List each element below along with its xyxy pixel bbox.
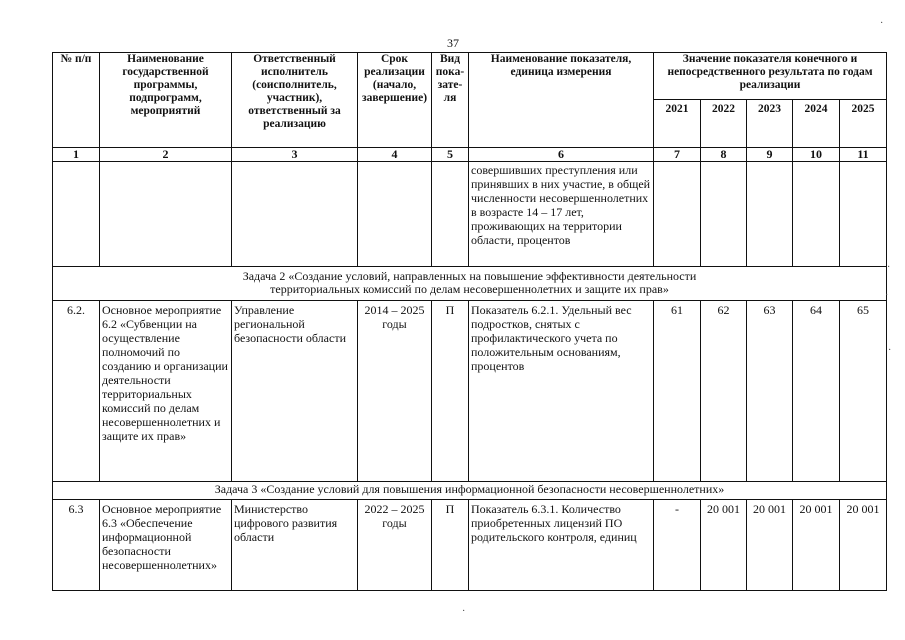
row-6-2-executor: Управление региональной безопасности области — [232, 301, 358, 482]
row-6-2-indicator: Показатель 6.2.1. Удельный вес подростков, снятых с профилактического учета по положительным основаниям, процентов — [469, 301, 654, 482]
row-6-2-value-2021: 61 — [654, 301, 701, 482]
scan-speck: · — [880, 18, 884, 29]
continuation-indicator: совершивших преступления или принявших в них участие, в общей численности несовершеннолетних в возрасте 14 – 17 лет, проживающих на территории области, процентов — [469, 162, 654, 267]
task-2-heading: Задача 2 «Создание условий, направленных на повышение эффективности деятельности территориальных комиссий по делам несовершеннолетних и защите их прав» — [53, 267, 887, 301]
column-number: 11 — [840, 148, 887, 162]
row-6-2-name: Основное мероприятие 6.2 «Субвенции на осуществление полномочий по созданию и организации деятельности территориальных комиссий по делам несовершеннолетних и защите их прав» — [100, 301, 232, 482]
task-3-heading: Задача 3 «Создание условий для повышения информационной безопасности несовершеннолетних» — [53, 482, 887, 500]
scan-speck: · — [462, 606, 466, 617]
row-6-3-value-2022: 20 001 — [701, 500, 747, 591]
page-number: 37 — [447, 36, 459, 50]
row-6-3-indicator: Показатель 6.3.1. Количество приобретенных лицензий ПО родительского контроля, единиц — [469, 500, 654, 591]
table-row — [53, 301, 887, 482]
year-2022: 2022 — [701, 100, 747, 148]
row-6-2-value-2023: 63 — [747, 301, 793, 482]
row-6-2-value-2024: 64 — [793, 301, 840, 482]
column-numbers-row — [53, 148, 887, 162]
year-2021: 2021 — [654, 100, 701, 148]
task-2-row — [53, 267, 887, 301]
column-number: 1 — [53, 148, 100, 162]
scan-speck: · — [887, 262, 891, 273]
row-6-2-num: 6.2. — [53, 301, 100, 482]
row-6-3-value-2023: 20 001 — [747, 500, 793, 591]
header-type: Вид пока-зате-ля — [432, 53, 469, 148]
row-6-2-value-2025: 65 — [840, 301, 887, 482]
table-row — [53, 500, 887, 591]
row-6-3-num: 6.3 — [53, 500, 100, 591]
scan-speck: · — [888, 345, 892, 356]
column-number: 5 — [432, 148, 469, 162]
row-6-2-term: 2014 – 2025 годы — [358, 301, 432, 482]
row-6-3-executor: Министерство цифрового развития области — [232, 500, 358, 591]
row-6-2-value-2022: 62 — [701, 301, 747, 482]
scan-speck: · — [885, 290, 889, 301]
year-2025: 2025 — [840, 100, 887, 148]
row-6-2-type: П — [432, 301, 469, 482]
column-number: 10 — [793, 148, 840, 162]
year-2024: 2024 — [793, 100, 840, 148]
column-number: 4 — [358, 148, 432, 162]
row-6-3-type: П — [432, 500, 469, 591]
header-values: Значение показателя конечного и непосредственного результата по годам реализации — [654, 53, 887, 100]
column-number: 3 — [232, 148, 358, 162]
row-6-3-value-2025: 20 001 — [840, 500, 887, 591]
continuation-row — [53, 162, 887, 267]
header-term: Срок реализации (начало, завершение) — [358, 53, 432, 148]
column-number: 7 — [654, 148, 701, 162]
year-2023: 2023 — [747, 100, 793, 148]
column-number: 6 — [469, 148, 654, 162]
task-3-row — [53, 482, 887, 500]
row-6-3-term: 2022 – 2025 годы — [358, 500, 432, 591]
header-row — [53, 53, 887, 100]
row-6-3-value-2024: 20 001 — [793, 500, 840, 591]
header-executor: Ответственный исполнитель (соисполнитель, участник), ответственный за реализацию — [232, 53, 358, 148]
row-6-3-value-2021: - — [654, 500, 701, 591]
column-number: 2 — [100, 148, 232, 162]
header-indicator: Наименование показателя, единица измерения — [469, 53, 654, 148]
indicators-table — [52, 52, 887, 591]
header-num: № п/п — [53, 53, 100, 148]
column-number: 9 — [747, 148, 793, 162]
column-number: 8 — [701, 148, 747, 162]
header-program: Наименование государственной программы, подпрограмм, мероприятий — [100, 53, 232, 148]
row-6-3-name: Основное мероприятие 6.3 «Обеспечение информационной безопасности несовершеннолетних» — [100, 500, 232, 591]
